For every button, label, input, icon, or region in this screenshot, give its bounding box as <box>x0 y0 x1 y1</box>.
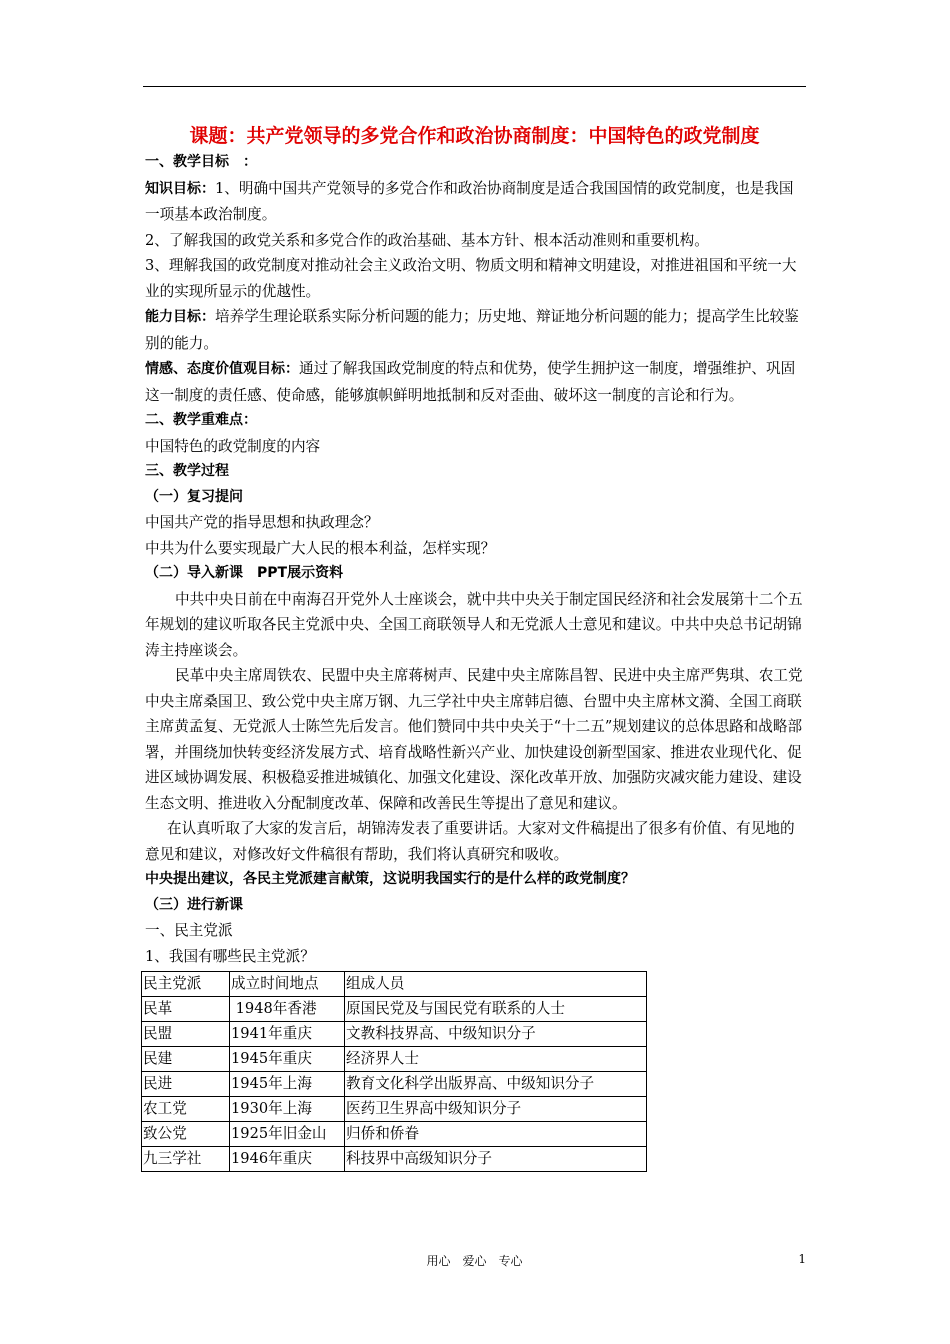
table-cell: 教育文化科学出版界高、中级知识分子 <box>345 1072 647 1097</box>
table-cell: 1948年香港 <box>230 997 345 1022</box>
table-cell: 民进 <box>142 1072 230 1097</box>
intro-paragraph-1: 中共中央日前在中南海召开党外人士座谈会，就中共中央关于制定国民经济和社会发展第十二个五年规划的建议听取各民主党派中央、全国工商联领导人和无党派人士意见和建议。中共中央总书记胡锦涛主持座谈会。 <box>145 590 803 659</box>
table-cell: 1945年上海 <box>230 1072 345 1097</box>
section-3-heading: 三、教学过程 <box>145 463 229 479</box>
table-cell: 民盟 <box>142 1022 230 1047</box>
table-row <box>142 997 647 1022</box>
page-title: 课题：共产党领导的多党合作和政治协商制度：中国特色的政党制度 <box>189 125 760 147</box>
table-header-cell: 民主党派 <box>142 972 230 997</box>
document-body <box>145 150 807 1172</box>
table-row <box>142 1072 647 1097</box>
knowledge-goal-3: 3、理解我国的政党制度对推动社会主义政治文明、物质文明和精神文明建设，对推进祖国和平统一大业的实现所显示的优越性。 <box>145 257 797 300</box>
section-2-heading: 二、教学重难点： <box>145 412 257 428</box>
section-1-heading: 一、教学目标 ： <box>145 154 257 170</box>
intro-paragraph-3: 在认真听取了大家的发言后，胡锦涛发表了重要讲话。大家对文件稿提出了很多有价值、有见地的意见和建议，对修改好文件稿很有帮助，我们将认真研究和吸收。 <box>145 820 795 863</box>
intro-paragraph-2: 民革中央主席周铁农、民盟中央主席蒋树声、民建中央主席陈昌智、民进中央主席严隽琪、农工党中央主席桑国卫、致公党中央主席万钢、九三学社中央主席韩启德、台盟中央主席林文漪、全国工商联主席黄孟复、无党派人士陈竺先后发言。他们赞同中共中央关于“十二五”规划建议的总体思路和战略部署，并围绕加快转变经济发展方式、培育战略性新兴产业、加快建设创新型国家、推进农业现代化、促进区域协调发展、积极稳妥推进城镇化、加强文化建设、深化改革开放、加强防灾减灾能力建设、建设生态文明、推进收入分配制度改革、保障和改善民生等提出了意见和建议。 <box>145 667 803 812</box>
table-row <box>142 1147 647 1172</box>
intro-question: 中央提出建议，各民主党派建言献策，这说明我国实行的是什么样的政党制度？ <box>145 871 635 887</box>
emotion-label: 情感、态度价值观目标： <box>145 361 299 377</box>
knowledge-goal <box>145 176 807 228</box>
ability-text: 培养学生理论联系实际分析问题的能力；历史地、辩证地分析问题的能力；提高学生比较鉴别的能力。 <box>145 308 799 352</box>
emotion-text: 通过了解我国政党制度的特点和优势，使学生拥护这一制度，增强维护、巩固这一制度的责任感、使命感，能够旗帜鲜明地抵制和反对歪曲、破坏这一制度的言论和行为。 <box>145 360 796 404</box>
emotion-goal <box>145 356 807 408</box>
subsection-1: 一、民主党派 <box>145 922 233 939</box>
table-cell: 归侨和侨眷 <box>345 1122 647 1147</box>
review-question-1: 中国共产党的指导思想和执政理念？ <box>145 514 379 531</box>
knowledge-text: 1、明确中国共产党领导的多党合作和政治协商制度是适合我国国情的政党制度，也是我国一项基本政治制度。 <box>145 179 794 223</box>
table-cell: 科技界中高级知识分子 <box>345 1147 647 1172</box>
table-cell: 1930年上海 <box>230 1097 345 1122</box>
review-heading: （一）复习提问 <box>145 488 243 505</box>
table-cell: 1941年重庆 <box>230 1022 345 1047</box>
table-row <box>142 1047 647 1072</box>
ability-label: 能力目标： <box>145 309 215 325</box>
table-header-row <box>142 972 647 997</box>
parties-table <box>141 971 647 1172</box>
table-cell: 1925年旧金山 <box>230 1122 345 1147</box>
knowledge-label: 知识目标： <box>145 180 215 197</box>
intro-heading: （二）导入新课 PPT展示资料 <box>145 565 344 581</box>
table-cell: 医药卫生界高中级知识分子 <box>345 1097 647 1122</box>
table-cell: 民革 <box>142 997 230 1022</box>
table-cell: 农工党 <box>142 1097 230 1122</box>
section-2-text: 中国特色的政党制度的内容 <box>145 437 321 455</box>
new-lesson-heading: （三）进行新课 <box>145 896 243 913</box>
knowledge-goal-2: 2、了解我国的政党关系和多党合作的政治基础、基本方针、根本活动准则和重要机构。 <box>145 231 709 249</box>
table-cell: 文教科技界高、中级知识分子 <box>345 1022 647 1047</box>
table-cell: 1946年重庆 <box>230 1147 345 1172</box>
table-cell: 原国民党及与国民党有联系的人士 <box>345 997 647 1022</box>
table-cell: 九三学社 <box>142 1147 230 1172</box>
table-row <box>142 1022 647 1047</box>
header-rule <box>143 86 806 87</box>
page-number: 1 <box>798 1252 806 1266</box>
ability-goal <box>145 304 807 356</box>
table-header-cell: 成立时间地点 <box>230 972 345 997</box>
table-row <box>142 1122 647 1147</box>
footer-motto: 用心 爱心 专心 <box>426 1254 523 1268</box>
table-cell: 致公党 <box>142 1122 230 1147</box>
review-question-2: 中共为什么要实现最广大人民的根本利益，怎样实现？ <box>145 539 496 557</box>
table-cell: 1945年重庆 <box>230 1047 345 1072</box>
table-cell: 民建 <box>142 1047 230 1072</box>
subsection-1-question: 1、我国有哪些民主党派？ <box>145 947 315 965</box>
table-header-cell: 组成人员 <box>345 972 647 997</box>
table-row <box>142 1097 647 1122</box>
table-cell: 经济界人士 <box>345 1047 647 1072</box>
